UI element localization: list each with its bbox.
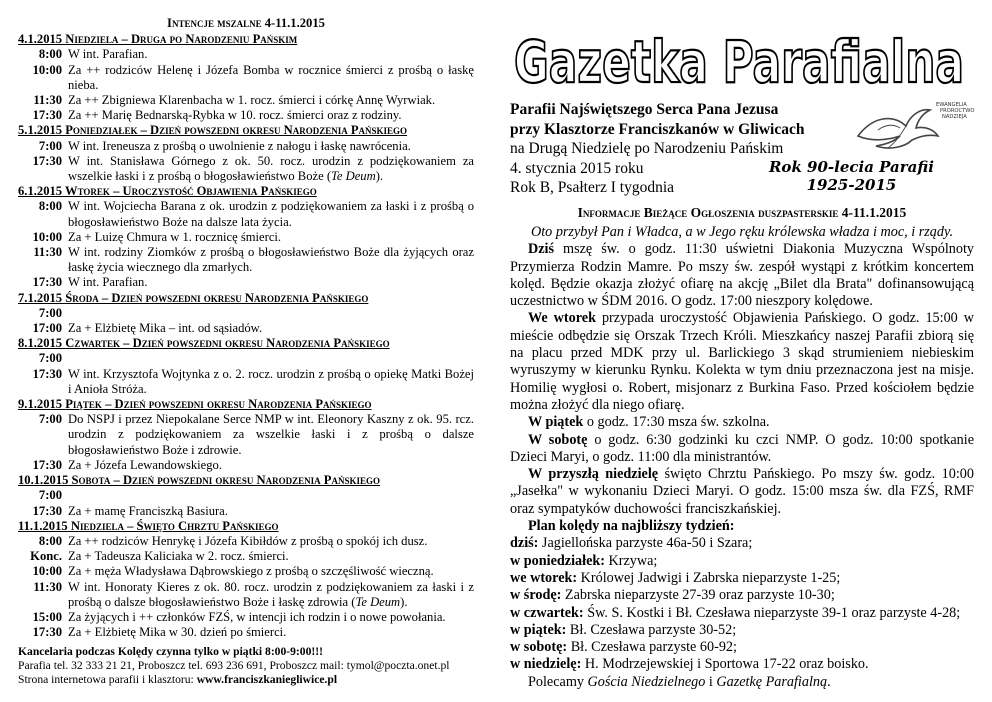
- carol-streets: Zabrska nieparzyste 27-39 oraz parzyste 10-30;: [561, 587, 835, 604]
- mass-row: [18, 154, 474, 184]
- announcement-tuesday: [510, 310, 974, 414]
- day-name: Czwartek – Dzień powszedni okresu Narodzenia Pańskiego: [65, 336, 390, 351]
- carol-plan-item: [510, 553, 974, 570]
- mass-intention: Za + męża Władysława Dąbrowskiego z prośbą o szczęśliwość wieczną.: [68, 564, 434, 579]
- day-date: 8.1.2015: [18, 336, 63, 351]
- mass-time: 7:00: [38, 351, 62, 366]
- mass-time: 11:30: [33, 245, 62, 260]
- closing-text: Polecamy: [528, 673, 588, 690]
- mass-time: 10:00: [32, 564, 62, 579]
- mass-intention: [68, 351, 474, 366]
- carol-plan-item: [510, 570, 974, 587]
- carol-streets: Krzywa;: [604, 552, 658, 569]
- mass-time: 7:00: [38, 412, 62, 427]
- announcement-today: [510, 241, 974, 310]
- mass-time: 11:30: [33, 93, 62, 108]
- bulletin-title-text: Gazetka Parafialna: [514, 28, 964, 96]
- announcement-lead: Dziś: [528, 241, 555, 258]
- announcement-saturday: [510, 432, 974, 467]
- mass-intention: Za + Luizę Chmura w 1. rocznicę śmierci.: [68, 229, 282, 244]
- day-date: 9.1.2015: [18, 397, 63, 412]
- te-deum-text: Te Deum: [331, 169, 376, 184]
- mass-row: [18, 549, 474, 564]
- carol-streets: Bł. Czesława parzyste 30-52;: [566, 621, 737, 638]
- announcement-lead: W sobotę: [528, 431, 588, 448]
- mass-intentions-heading: Intencje mszalne 4-11.1.2015: [167, 16, 325, 30]
- carol-day: w środę:: [510, 587, 562, 604]
- carol-plan-item: [510, 639, 974, 656]
- mass-row: [18, 199, 474, 229]
- mass-intention: W int. rodziny Ziomków z prośbą o błogosławieństwo Boże dla żyjących oraz łaskę życia wiecznego dla zmarłych.: [68, 245, 474, 275]
- mass-time: 17:30: [32, 153, 62, 168]
- mass-row: [18, 625, 474, 640]
- mass-time: 7:00: [38, 305, 62, 320]
- logo-word-3: NADZIEJA: [942, 114, 967, 120]
- mass-intention: Za ++ Zbigniewa Klarenbacha w 1. rocz. śmierci i córkę Annę Wyrwiak.: [68, 93, 436, 108]
- mass-intention: Za ++ rodziców Helenę i Józefa Bomba w rocznice śmierci z prośbą o łaskę nieba.: [68, 62, 474, 92]
- day-name: Poniedziałek – Dzień powszedni okresu Narodzenia Pańskiego: [65, 123, 408, 138]
- announcement-lead: W piątek: [528, 414, 584, 431]
- mass-intention: Za + Elżbietę Mika – int. od sąsiadów.: [68, 321, 263, 336]
- mass-row: [18, 139, 474, 154]
- day-date: 11.1.2015: [18, 518, 68, 533]
- parish-contacts: Parafia tel. 32 333 21 21, Proboszcz tel. 693 236 691, Proboszcz mail: tymol@poczta.onet.pl: [18, 659, 450, 673]
- day-date: 6.1.2015: [18, 184, 63, 199]
- logo-word-1: EWANGELIA: [936, 102, 967, 108]
- day-name: Niedziela – Święto Chrztu Pańskiego: [70, 518, 279, 533]
- bulletin-title: [510, 20, 974, 98]
- mass-row: [18, 275, 474, 290]
- mass-row: [18, 93, 474, 108]
- monastery-name: przy Klasztorze Franciszkanów w Gliwicach: [510, 120, 805, 138]
- mass-intention: [68, 306, 474, 321]
- carol-plan-heading: Plan kolędy na najbliższy tydzień:: [528, 518, 735, 535]
- day-date: 5.1.2015: [18, 123, 63, 138]
- carol-day: dziś:: [510, 535, 539, 552]
- carol-day: w sobotę:: [510, 639, 568, 656]
- mass-row: [18, 458, 474, 473]
- closing-text: i: [705, 673, 717, 690]
- announcement-text: mszę św. o godz. 11:30 uświetni Diakonia Muzyczna Wspólnoty Przymierza Rodzin Mamre. Po mszy św. zespół wystąpi z krótkim koncertem kolęd. Będzie okazja złożyć ofiarę na akcję „Bilet dla Brata" dofinansowującą uczestnictwo w ŚDM 2016. O godz. 17:00 nieszpory kolędowe.: [510, 241, 974, 310]
- mass-intention: W int. Wojciecha Barana z ok. urodzin z podziękowaniem za łaski i z prośbą o błogosławieństwo Boże na dalsze lata życia.: [68, 199, 474, 229]
- mass-intention: W int. Honoraty Kieres z ok. 80. rocz. urodzin z podziękowaniem za łaski i z prośbą o dalsze błogosławieństwo Boże i łaskę zdrowia (Te Deum).: [68, 579, 474, 609]
- carol-plan-item: [510, 605, 974, 622]
- mass-intention: W int. Stanisława Górnego z ok. 50. rocz. urodzin z podziękowaniem za wszelkie łaski i z prośbą o błogosławieństwo Boże (Te Deum).: [68, 153, 474, 184]
- mass-time: 7:00: [38, 488, 62, 503]
- day-name: Niedziela – Druga po Narodzeniu Pańskim: [65, 32, 298, 47]
- announcement-lead: We wtorek: [528, 310, 596, 327]
- mass-row: [18, 47, 474, 62]
- anniversary-badge: [769, 158, 934, 194]
- mass-row: [18, 610, 474, 625]
- office-hours: Kancelaria podczas Kolędy czynna tylko w piątki 8:00-9:00!!!: [18, 645, 323, 659]
- mass-row: [18, 367, 474, 397]
- closing-title-1: Gościa Niedzielnego: [587, 673, 706, 690]
- announcements-heading: Informacje Bieżące Ogłoszenia duszpasterskie 4-11.1.2015: [577, 205, 907, 220]
- mass-time: 17:30: [32, 625, 62, 640]
- announcement-lead: W przyszłą niedzielę: [528, 466, 659, 483]
- mass-time: 17:30: [32, 275, 62, 290]
- mass-intentions-column: [18, 16, 474, 687]
- mass-time: 8:00: [38, 47, 62, 62]
- day-heading: [18, 336, 474, 351]
- mass-intention: Do NSPJ i przez Niepokalane Serce NMP w int. Eleonory Kaszny z ok. 95. rcz. urodzin z podziękowaniem za wszelkie łaski i z prośbą o dalsze błogosławieństwo Boże i zdrowie.: [68, 412, 474, 457]
- parish-name: Parafii Najświętszego Serca Pana Jezusa: [510, 101, 779, 118]
- anniversary-line1: Rok 90-lecia Parafii: [768, 158, 934, 176]
- office-info: [18, 645, 474, 687]
- day-name: Środa – Dzień powszedni okresu Narodzenia Pańskiego: [65, 290, 369, 305]
- day-heading: [18, 519, 474, 534]
- anniversary-line2: 1925-2015: [806, 176, 897, 194]
- mass-time: 8:00: [38, 199, 62, 214]
- announcement-text: święto Chrztu Pańskiego. Po mszy św. godz. 10:00 „Jasełka" w wykonaniu Dzieci Maryi. O godz. 15:00 msza św. dla FZŚ, RMF oraz sympatyków duchowości franciszkańskiej.: [510, 466, 974, 517]
- day-heading: [18, 473, 474, 488]
- mass-time: 17:30: [32, 503, 62, 518]
- issue-date: 4. stycznia 2015 roku: [510, 159, 644, 177]
- mass-row: [18, 321, 474, 336]
- mass-intention: Za ++ rodziców Henrykę i Józefa Kibiłdów z prośbą o spokój ich dusz.: [68, 533, 428, 548]
- mass-row: [18, 108, 474, 123]
- liturgical-year: Rok B, Psałterz I tygodnia: [510, 179, 675, 196]
- mass-intention: Za + mamę Franciszką Basiura.: [68, 503, 228, 518]
- day-heading: [18, 397, 474, 412]
- carol-day: w piątek:: [510, 621, 567, 638]
- mass-time: 11:30: [33, 579, 62, 594]
- parish-header: [510, 100, 974, 200]
- mass-intention: W int. Parafian.: [68, 47, 148, 62]
- carol-plan-item: [510, 535, 974, 552]
- te-deum-text: Te Deum: [355, 594, 401, 609]
- mass-row: [18, 534, 474, 549]
- mass-intention: W int. Krzysztofa Wojtynka z o. 2. rocz. urodzin z prośbą o opiekę Matki Bożej i Anioła Stróża.: [68, 366, 474, 396]
- announcement-friday: [510, 414, 974, 431]
- carol-plan-item: [510, 622, 974, 639]
- carol-day: w niedzielę:: [510, 656, 582, 673]
- carol-streets: Królowej Jadwigi i Zabrska nieparzyste 1-25;: [577, 569, 841, 586]
- mass-row: [18, 412, 474, 458]
- mass-time: 17:30: [32, 108, 62, 123]
- day-name: Piątek – Dzień powszedni okresu Narodzenia Pańskiego: [65, 397, 372, 412]
- mass-row: [18, 351, 474, 366]
- liturgical-day: na Drugą Niedzielę po Narodzeniu Pańskim: [510, 140, 784, 157]
- mass-intention: Za ++ Marię Bednarską-Rybka w 10. rocz. śmierci oraz z rodziny.: [68, 108, 402, 123]
- mass-intention: W int. Ireneusza z prośbą o uwolnienie z nałogu i łaskę nawrócenia.: [68, 138, 411, 153]
- mass-intention: [68, 488, 474, 503]
- mass-time: 17:30: [32, 457, 62, 472]
- carol-streets: Jagiellońska parzyste 46a-50 i Szara;: [538, 535, 753, 552]
- mass-time: 10:00: [32, 229, 62, 244]
- mass-row: [18, 488, 474, 503]
- announcement-text: o godz. 17:30 msza św. szkolna.: [583, 414, 770, 431]
- carol-streets: H. Modrzejewskiej i Sportowa 17-22 oraz boisko.: [581, 656, 869, 673]
- mass-intentions-list: [18, 32, 474, 640]
- dove-logo-icon: [848, 96, 975, 156]
- day-name: Wtorek – Uroczystość Objawienia Pańskiego: [65, 184, 317, 199]
- day-heading: [18, 184, 474, 199]
- carol-plan-list: [510, 535, 974, 673]
- mass-time: Konc.: [30, 549, 62, 564]
- day-heading: [18, 32, 474, 47]
- carol-plan-item: [510, 656, 974, 673]
- day-name: Sobota – Dzień powszedni okresu Narodzenia Pańskiego: [71, 473, 380, 488]
- mass-time: 8:00: [38, 533, 62, 548]
- mass-time: 15:00: [32, 609, 62, 624]
- carol-day: w poniedziałek:: [510, 552, 605, 569]
- mass-intention: W int. Parafian.: [68, 275, 148, 290]
- mass-time: 17:00: [32, 321, 62, 336]
- carol-plan-item: [510, 587, 974, 604]
- mass-time: 7:00: [38, 138, 62, 153]
- closing-text: .: [827, 673, 831, 690]
- motto: Oto przybył Pan i Władca, a w Jego ręku królewska władza i moc, i rządy.: [530, 224, 954, 240]
- carol-streets: Św. S. Kostki i Bł. Czesława nieparzyste 39-1 oraz parzyste 4-28;: [583, 604, 961, 621]
- carol-day: we wtorek:: [510, 569, 578, 586]
- mass-intention: Za + Elżbietę Mika w 30. dzień po śmierci.: [68, 625, 287, 640]
- mass-intention: Za żyjących i ++ członków FZŚ, w intencji ich rodzin i o nowe powołania.: [68, 609, 446, 624]
- website-line: [18, 673, 474, 687]
- mass-intention: Za + Józefa Lewandowskiego.: [68, 457, 222, 472]
- bulletin-column: [510, 16, 974, 691]
- closing-title-2: Gazetkę Parafialną: [716, 673, 828, 690]
- mass-intention: Za + Tadeusza Kaliciaka w 2. rocz. śmierci.: [68, 549, 289, 564]
- announcements-body: [510, 224, 974, 691]
- mass-row: [18, 580, 474, 610]
- day-date: 10.1.2015: [18, 473, 69, 488]
- mass-row: [18, 230, 474, 245]
- website-label: Strona internetowa parafii i klasztoru:: [18, 673, 197, 687]
- logo-word-2: PROROCTWO: [940, 108, 975, 114]
- day-heading: [18, 291, 474, 306]
- carol-day: w czwartek:: [510, 604, 584, 621]
- mass-row: [18, 306, 474, 321]
- announcement-text: przypada uroczystość Objawienia Pańskiego. O godz. 15:00 w mieście odbędzie się Orszak Trzech Króli. Mieszkańcy naszej Parafii zbiorą się na placu przed MDK przy ul. Barlickiego 3 skąd strumieniem niebieskim wyruszymy w kierunku Rynku. Kolekta w tym dniu przeznaczona jest na misje. Homilię wygłosi o. Robert, misjonarz z Burkina Faso. Przed kościołem będzie można złożyć dla niego ofiarę.: [510, 310, 974, 413]
- mass-row: [18, 504, 474, 519]
- announcement-next-sunday: [510, 466, 974, 518]
- day-date: 4.1.2015: [18, 32, 63, 47]
- announcement-text: o godz. 6:30 godzinki ku czci NMP. O godz. 10:00 spotkanie Dzieci Maryi, o godz. 11:00 dla ministrantów.: [510, 431, 974, 465]
- day-date: 7.1.2015: [18, 290, 63, 305]
- day-heading: [18, 123, 474, 138]
- website-link[interactable]: www.franciszkaniegliwice.pl: [196, 673, 338, 687]
- mass-time: 10:00: [32, 62, 62, 77]
- closing-line: [510, 674, 974, 691]
- mass-row: [18, 245, 474, 275]
- mass-row: [18, 564, 474, 579]
- mass-time: 17:30: [32, 366, 62, 381]
- mass-row: [18, 63, 474, 93]
- carol-streets: Bł. Czesława parzyste 60-92;: [567, 639, 737, 656]
